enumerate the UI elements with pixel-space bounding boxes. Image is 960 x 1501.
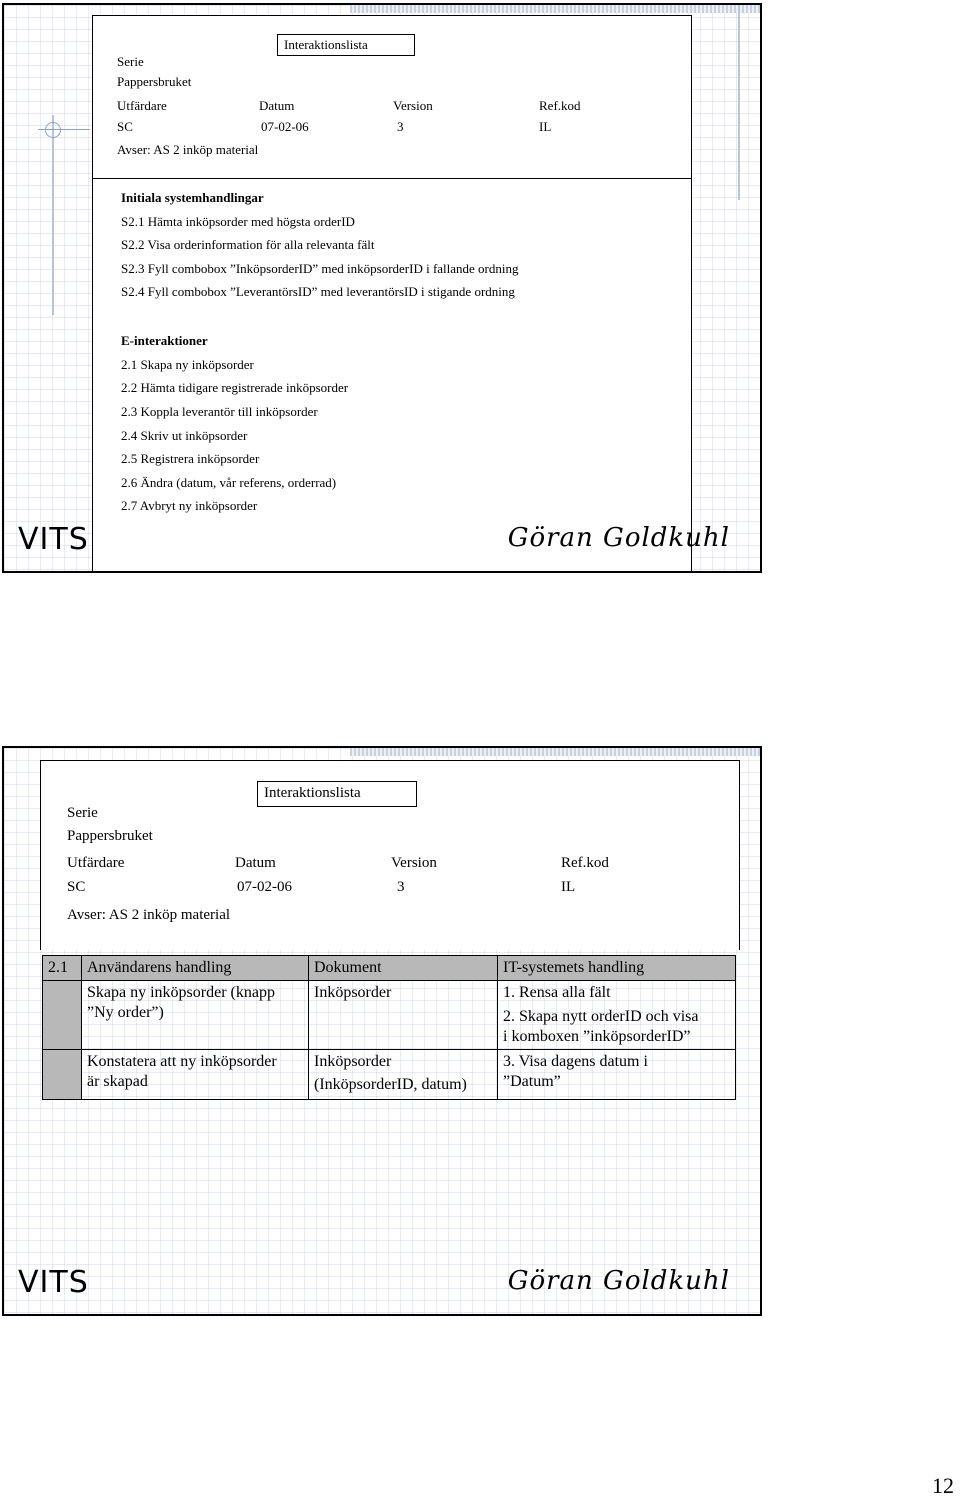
e-interaction-item: 2.5 Registrera inköpsorder — [121, 451, 260, 466]
datum-value: 07-02-06 — [237, 879, 292, 895]
e-interaction-item: 2.3 Koppla leverantör till inköpsorder — [121, 404, 318, 419]
version-value: 3 — [397, 879, 405, 895]
refkod-value: IL — [539, 119, 552, 134]
interaction-list-document — [40, 760, 740, 950]
document-cell — [309, 981, 498, 1050]
refkod-label: Ref.kod — [539, 98, 581, 113]
slide-top-strip — [350, 748, 760, 756]
guide-line-right — [738, 5, 740, 200]
version-label: Version — [393, 98, 433, 113]
utfardare-value: SC — [117, 119, 133, 134]
page-number: 12 — [932, 1473, 954, 1498]
header-document: Dokument — [309, 956, 498, 981]
serie-value: Pappersbruket — [117, 74, 192, 89]
version-value: 3 — [397, 119, 404, 134]
document-cell — [309, 1050, 498, 1100]
it-action-line: i komboxen ”inköpsorderID” — [503, 1028, 691, 1045]
author-name: Göran Goldkuhl — [507, 1266, 730, 1296]
it-action-line: 3. Visa dagens datum i — [503, 1053, 648, 1070]
table-header-row — [43, 956, 736, 981]
e-interaction-heading: E-interaktioner — [121, 333, 208, 348]
header-it-action: IT-systemets handling — [498, 956, 736, 981]
guide-line-left — [52, 115, 54, 315]
table-row — [43, 1050, 736, 1100]
utfardare-label: Utfärdare — [117, 98, 167, 113]
slide-top-strip — [350, 5, 760, 13]
vits-logo: VITS — [18, 1265, 89, 1300]
slide-2 — [2, 746, 762, 1316]
vits-logo: VITS — [18, 522, 89, 557]
refkod-label: Ref.kod — [561, 855, 609, 871]
datum-value: 07-02-06 — [261, 119, 309, 134]
utfardare-value: SC — [67, 879, 86, 895]
document-line: (InköpsorderID, datum) — [314, 1076, 467, 1093]
initial-heading: Initiala systemhandlingar — [121, 190, 264, 205]
it-action-cell — [498, 981, 736, 1050]
header-divider — [93, 178, 691, 179]
guide-crosshair-icon — [45, 122, 61, 138]
document-line: Inköpsorder — [314, 1053, 392, 1070]
initial-item: S2.4 Fyll combobox ”LeverantörsID” med leverantörsID i stigande ordning — [121, 284, 515, 299]
serie-label: Serie — [117, 54, 144, 69]
version-label: Version — [391, 855, 437, 871]
it-action-line: ”Datum” — [503, 1073, 561, 1090]
utfardare-label: Utfärdare — [67, 855, 125, 871]
initial-item: S2.1 Hämta inköpsorder med högsta orderID — [121, 214, 355, 229]
user-action-line: är skapad — [87, 1073, 148, 1090]
initial-item: S2.3 Fyll combobox ”InköpsorderID” med inköpsorderID i fallande ordning — [121, 261, 519, 276]
user-action-cell — [82, 981, 309, 1050]
datum-label: Datum — [235, 855, 276, 871]
table-row — [43, 981, 736, 1050]
e-interaction-item: 2.6 Ändra (datum, vår referens, orderrad) — [121, 475, 337, 490]
row-id-cell — [43, 981, 82, 1050]
avser-text: Avser: AS 2 inköp material — [67, 907, 231, 923]
interaction-table — [42, 955, 736, 1100]
doc-title: Interaktionslista — [257, 781, 417, 807]
avser-text: Avser: AS 2 inköp material — [117, 142, 259, 157]
e-interaction-item: 2.4 Skriv ut inköpsorder — [121, 428, 248, 443]
it-action-line: 1. Rensa alla fält — [503, 984, 611, 1001]
user-action-line: ”Ny order”) — [87, 1004, 164, 1021]
doc-title: Interaktionslista — [277, 34, 415, 56]
user-action-line: Skapa ny inköpsorder (knapp — [87, 984, 275, 1001]
row-id-cell — [43, 1050, 82, 1100]
e-interaction-item: 2.1 Skapa ny inköpsorder — [121, 357, 254, 372]
serie-value: Pappersbruket — [67, 828, 153, 844]
e-interaction-item: 2.2 Hämta tidigare registrerade inköpsorder — [121, 380, 349, 395]
author-name: Göran Goldkuhl — [507, 523, 730, 553]
e-interaction-item: 2.7 Avbryt ny inköpsorder — [121, 498, 258, 513]
datum-label: Datum — [259, 98, 295, 113]
refkod-value: IL — [561, 879, 576, 895]
user-action-line: Konstatera att ny inköpsorder — [87, 1053, 277, 1070]
initial-item: S2.2 Visa orderinformation för alla relevanta fält — [121, 237, 375, 252]
interaction-list-document — [92, 15, 692, 573]
slide-1 — [2, 3, 762, 573]
document-line: Inköpsorder — [314, 984, 392, 1001]
it-action-cell — [498, 1050, 736, 1100]
it-action-line: 2. Skapa nytt orderID och visa — [503, 1008, 699, 1025]
header-user-action: Användarens handling — [82, 956, 309, 981]
serie-label: Serie — [67, 805, 98, 821]
header-id: 2.1 — [43, 956, 82, 981]
user-action-cell — [82, 1050, 309, 1100]
